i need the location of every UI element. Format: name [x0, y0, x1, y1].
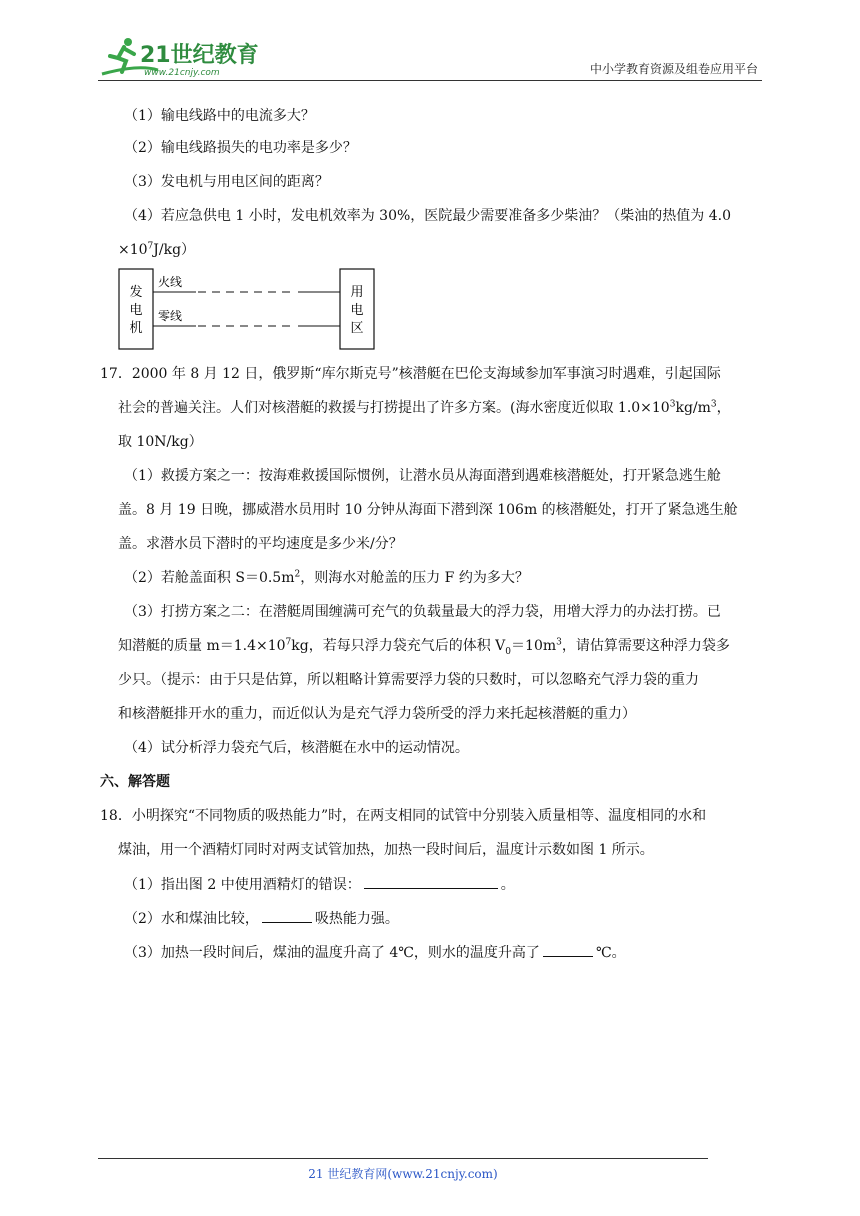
header-platform-text: 中小学教育资源及组卷应用平台	[589, 62, 758, 76]
q18-s2: （2）水和煤油比较， 吸热能力强。	[124, 908, 399, 929]
q17-line1: 17．2000 年 8 月 12 日，俄罗斯“库尔斯克号”核潜艇在巴伦支海域参加军事演习时遇难，引起国际	[100, 366, 721, 382]
logo	[98, 34, 268, 78]
section-heading: 六、解答题	[100, 774, 170, 790]
generator-label-3: 机	[129, 321, 143, 336]
q16-part1: （1）输电线路中的电流多大？	[124, 108, 315, 124]
answer-blank-1[interactable]	[364, 874, 498, 889]
generator-label-1: 发	[129, 285, 143, 300]
logo-text: 21世纪教育	[140, 43, 259, 68]
page-header	[98, 30, 762, 81]
q17-s2: （2）若舱盖面积 $S=0.5m^2$，则海水对舱盖的压力 F 约为多大？	[124, 569, 529, 586]
user-area-label-1: 用	[350, 285, 364, 300]
q18-line1: 18．小明探究“不同物质的吸热能力”时，在两支相同的试管中分别装入质量相等、温度相同的水和	[100, 808, 707, 824]
q18-s1: （1）指出图 2 中使用酒精灯的错误： 。	[124, 874, 515, 895]
q17-s3-line3: 少只。（提示：由于只是估算，所以粗略计算需要浮力袋的只数时，可以忽略充气浮力袋的重力	[118, 672, 699, 688]
q17-line3: 取 10N/kg）	[118, 434, 203, 450]
q18-s3: （3）加热一段时间后，煤油的温度升高了 4℃，则水的温度升高了 ℃。	[124, 942, 626, 963]
answer-blank-2[interactable]	[262, 908, 312, 923]
live-wire-label: 火线	[158, 275, 183, 289]
logo-url: www.21cnjy.com	[144, 68, 220, 78]
user-area-label-3: 区	[350, 321, 364, 336]
q16-part2: （2）输电线路损失的电功率是多少？	[124, 140, 357, 156]
footer-divider	[98, 1158, 708, 1159]
circuit-diagram	[118, 268, 378, 352]
user-area-label-2: 电	[350, 303, 364, 318]
footer-text: 21 世纪教育网(www.21cnjy.com)	[308, 1167, 498, 1181]
q17-s1-line3: 盖。求潜水员下潜时的平均速度是多少米/分？	[118, 536, 403, 552]
q16-part4-line2: $\times 10^7J/kg$）	[118, 241, 196, 258]
generator-label-2: 电	[129, 303, 143, 318]
q16-part4-line1: （4）若应急供电 1 小时，发电机效率为 30%，医院最少需要准备多少柴油？（柴油的热值为 4.0	[124, 208, 731, 224]
q17-s4: （4）试分析浮力袋充气后，核潜艇在水中的运动情况。	[124, 740, 469, 756]
q17-s3-line4: 和核潜艇排开水的重力，而近似认为是充气浮力袋所受的浮力来托起核潜艇的重力）	[118, 706, 636, 722]
q17-line2: 社会的普遍关注。人们对核潜艇的救援与打捞提出了许多方案。(海水密度近似取 $1.0\times 10^3kg/m^3$，	[118, 399, 731, 416]
q18-line2: 煤油，用一个酒精灯同时对两支试管加热，加热一段时间后，温度计示数如图 1 所示。	[118, 842, 654, 858]
q17-s1-line2: 盖。8 月 19 日晚，挪威潜水员用时 10 分钟从海面下潜到深 106m 的核潜艇处，打开了紧急逃生舱	[118, 502, 738, 518]
q17-s1-line1: （1）救援方案之一：按海难救援国际惯例，让潜水员从海面潜到遇难核潜艇处，打开紧急逃生舱	[124, 468, 721, 484]
q17-s3-line1: （3）打捞方案之二：在潜艇周围缠满可充气的负载量最大的浮力袋，用增大浮力的办法打捞。已	[124, 604, 721, 620]
q17-s3-line2: 知潜艇的质量 $m=1.4\times 10^7kg$，若每只浮力袋充气后的体积 $V_0=10m^3$，请估算需要这种浮力袋多	[118, 637, 730, 657]
neutral-wire-label: 零线	[158, 309, 183, 323]
answer-blank-3[interactable]	[543, 942, 593, 957]
q16-part3: （3）发电机与用电区间的距离？	[124, 174, 329, 190]
